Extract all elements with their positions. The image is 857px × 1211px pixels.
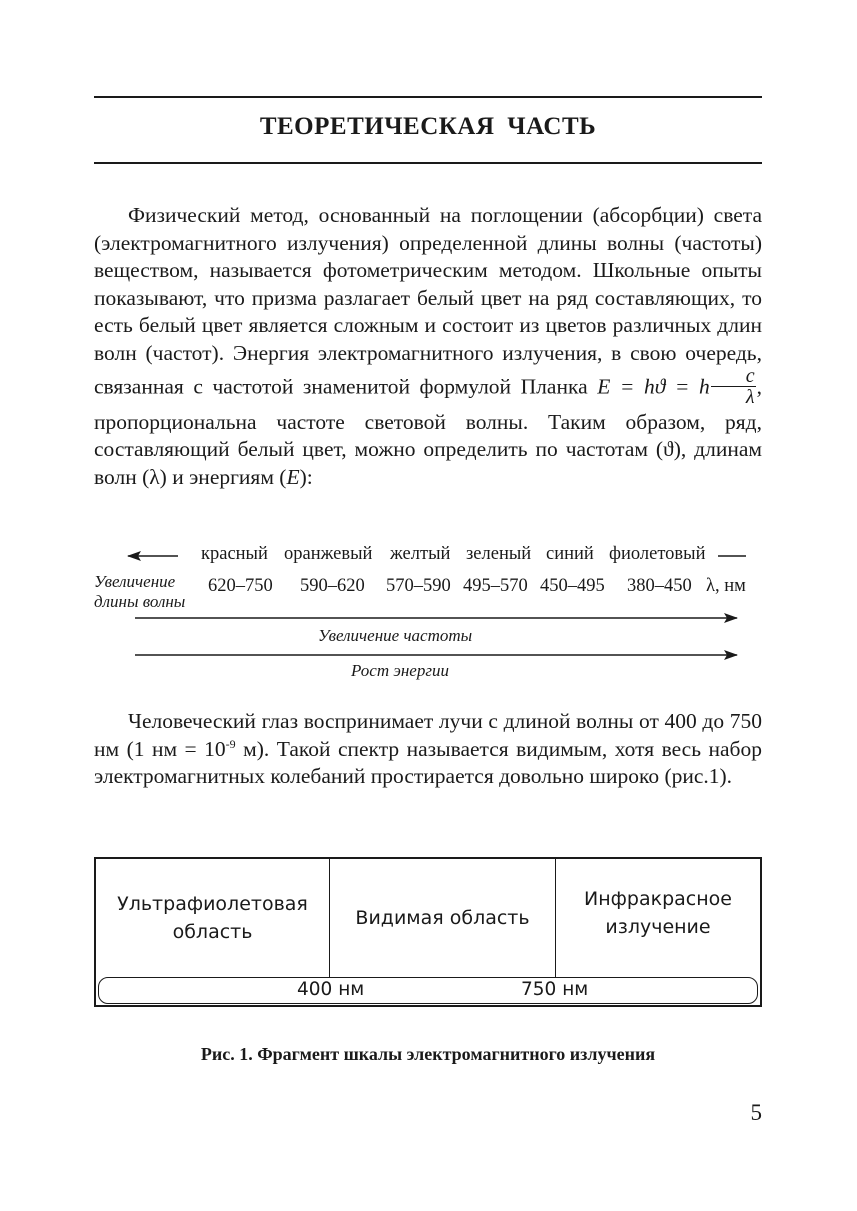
energy-symbol: E [286, 464, 300, 489]
color-yellow: желтый [390, 544, 451, 564]
figure-caption: Рис. 1. Фрагмент шкалы электромагнитного излучения [200, 1044, 656, 1064]
wavelength-scale-bar [98, 977, 758, 1004]
para2-text-before: Человеческий глаз воспринимает лучи с длиной волны от 400 до 750 нм (1 нм = 10 [94, 709, 762, 761]
planck-formula-lhs: E = hϑ = h [597, 374, 710, 398]
visible-region-cell [330, 859, 556, 977]
fraction-denominator: λ [745, 385, 755, 408]
energy-caption: Рост энергии [351, 661, 449, 680]
color-orange: оранжевый [284, 544, 373, 564]
visible-label: Видимая область [355, 907, 530, 929]
range-red: 620–750 [208, 576, 273, 596]
color-green: зеленый [466, 544, 532, 564]
uv-label-line1: Ультрафиолетовая [117, 893, 308, 915]
color-blue: синий [546, 544, 594, 564]
range-blue: 450–495 [540, 576, 605, 596]
uv-region-cell [96, 859, 330, 977]
uv-label-line2: область [172, 921, 253, 943]
ir-region-cell [556, 859, 760, 977]
range-violet: 380–450 [627, 576, 692, 596]
wavelength-label-line1: Увеличение [94, 572, 176, 591]
frequency-caption: Увеличение частоты [318, 626, 473, 645]
para1-text-after: , пропорциональна частоте световой волны. Таким образом, ряд, составляющий белый цвет, можно определить по частотам (ϑ), длинам волн (λ) и энергиям ( [94, 374, 762, 489]
range-green: 495–570 [463, 576, 528, 596]
mark-400nm: 400 нм [297, 979, 365, 1000]
exponent: -9 [225, 736, 236, 751]
range-orange: 590–620 [300, 576, 365, 596]
para2-text-after: м). Такой спектр называется видимым, хотя весь набор электромагнитных колебаний простирается довольно широко (рис.1). [94, 736, 762, 789]
ir-label-line2: излучение [605, 916, 711, 938]
para1-text-before: Физический метод, основанный на поглощении (абсорбции) света (электромагнитного излучения) определенной длины волны (частоты) веществом, называется фотометрическим методом. Школьные опыты показывают, что призма разлагает белый цвет на ряд составляющих, то есть белый цвет является сложным и состоит из цветов различных длин волн (частот). Энергия электромагнитного излучения, в свою очередь, связанная с частотой знаменитой формулой Планка [94, 203, 762, 398]
wavelength-label-line2: длины волны [94, 592, 186, 611]
page-number: 5 [750, 1100, 762, 1125]
ir-label-line1: Инфракрасное [584, 888, 732, 910]
para1-text-end: ): [299, 464, 313, 489]
em-scale-figure [94, 857, 762, 1007]
color-violet: фиолетовый [609, 544, 706, 564]
color-red: красный [201, 544, 268, 564]
wavelength-increase-label [94, 572, 185, 612]
wavelength-unit: λ, нм [706, 576, 746, 596]
range-yellow: 570–590 [386, 576, 451, 596]
section-title: ТЕОРЕТИЧЕСКАЯ ЧАСТЬ [259, 113, 597, 140]
paragraph-visible-spectrum [94, 708, 762, 791]
fraction-numerator: c [711, 366, 756, 387]
mark-750nm: 750 нм [521, 979, 589, 1000]
